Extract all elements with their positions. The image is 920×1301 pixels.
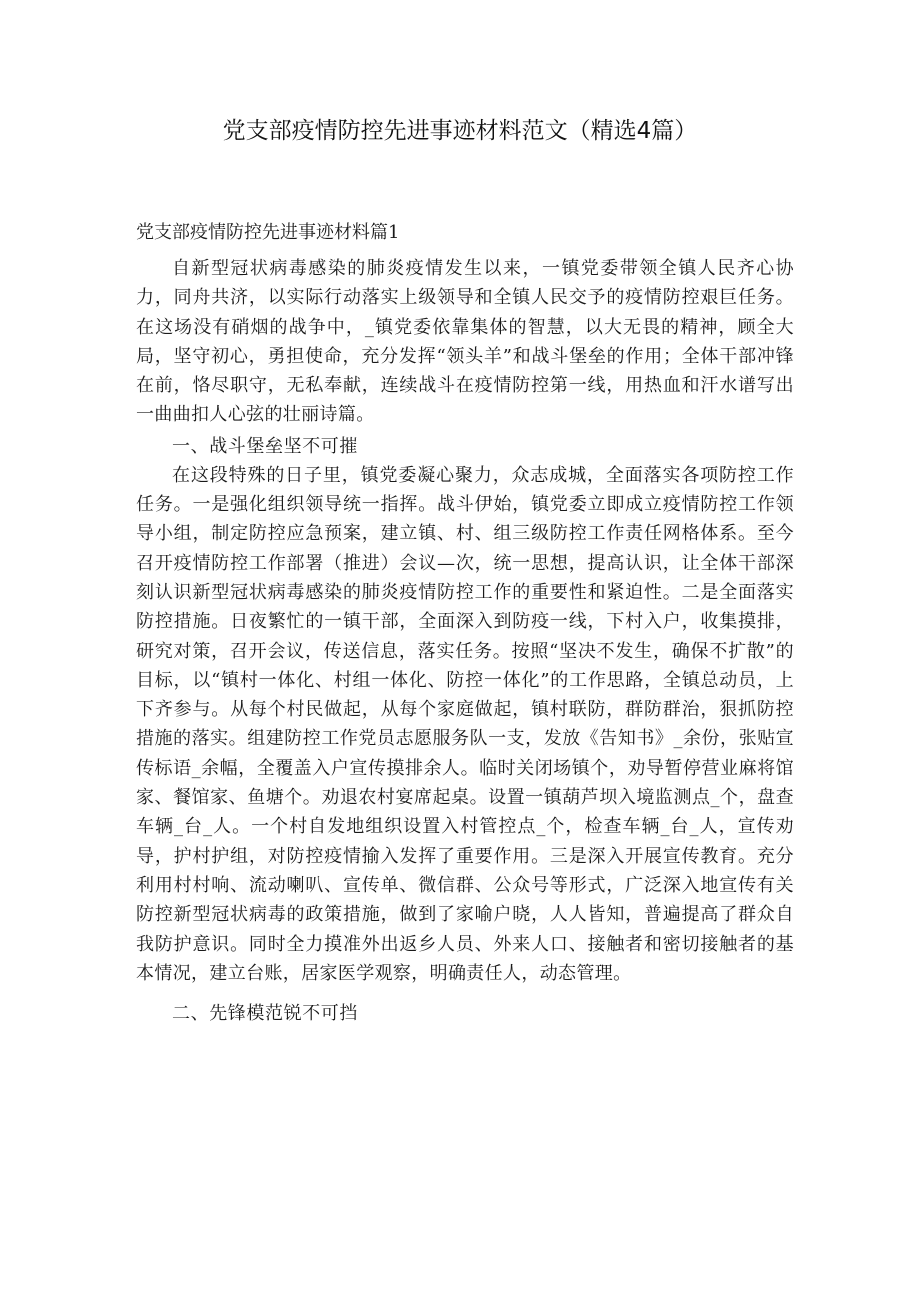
- document-title: 党支部疫情防控先进事迹材料范文（精选4篇）: [222, 118, 698, 144]
- section-heading: 党支部疫情防控先进事迹材料篇1: [136, 222, 400, 243]
- document-body: [136, 219, 794, 1031]
- intro-paragraph: 自新型冠状病毒感染的肺炎疫情发生以来，一镇党委带领全镇人民齐心协力，同舟共济，以实际行动落实上级领导和全镇人民交予的疫情防控艰巨任务。在这场没有硝烟的战争中，_镇党委依靠集体的智慧，以大无畏的精神，顾全大局，坚守初心，勇担使命，充分发挥“领头羊”和战斗堡垒的作用；全体干部冲锋在前，恪尽职守，无私奉献，连续战斗在疫情防控第一线，用热血和汗水谱写出一曲曲扣人心弦的壮丽诗篇。: [136, 258, 794, 426]
- subheading-2: 二、先锋模范锐不可挡: [172, 1003, 358, 1025]
- subheading-1: 一、战斗堡垒坚不可摧: [172, 435, 358, 457]
- body-paragraph: 在这段特殊的日子里，镇党委凝心聚力，众志成城，全面落实各项防控工作任务。一是强化组织领导统一指挥。战斗伊始，镇党委立即成立疫情防控工作领导小组，制定防控应急预案，建立镇、村、组三级防控工作责任网格体系。至今召开疫情防控工作部署（推进）会议—次，统一思想，提高认识，让全体干部深刻认识新型冠状病毒感染的肺炎疫情防控工作的重要性和紧迫性。二是全面落实防控措施。日夜繁忙的一镇干部，全面深入到防疫一线，下村入户，收集摸排，研究对策，召开会议，传送信息，落实任务。按照“坚决不发生，确保不扩散”的目标，以“镇村一体化、村组一体化、防控一体化”的工作思路，全镇总动员，上下齐参与。从每个村民做起，从每个家庭做起，镇村联防，群防群治，狠抓防控措施的落实。组建防控工作党员志愿服务队一支，发放《告知书》_余份，张贴宣传标语_余幅，全覆盖入户宣传摸排余人。临时关闭场镇个，劝导暂停营业麻将馆家、餐馆家、鱼塘个。劝退农村宴席起桌。设置一镇葫芦坝入境监测点_个，盘查车辆_台_人。一个村自发地组织设置入村管控点_个，检查车辆_台_人，宣传劝导，护村护组，对防控疫情揄入发挥了重要作用。三是深入开展宣传教育。充分利用村村响、流动喇叭、宣传单、微信群、公众号等形式，广泛深入地宣传有关防控新型冠状病毒的政策措施，做到了家喻户晓，人人皆知，普遍提高了群众自我防护意识。同时全力摸准外出返乡人员、外来人口、接触者和密切接触者的基本情况，建立台账，居家医学观察，明确责任人，动态管理。: [136, 464, 794, 984]
